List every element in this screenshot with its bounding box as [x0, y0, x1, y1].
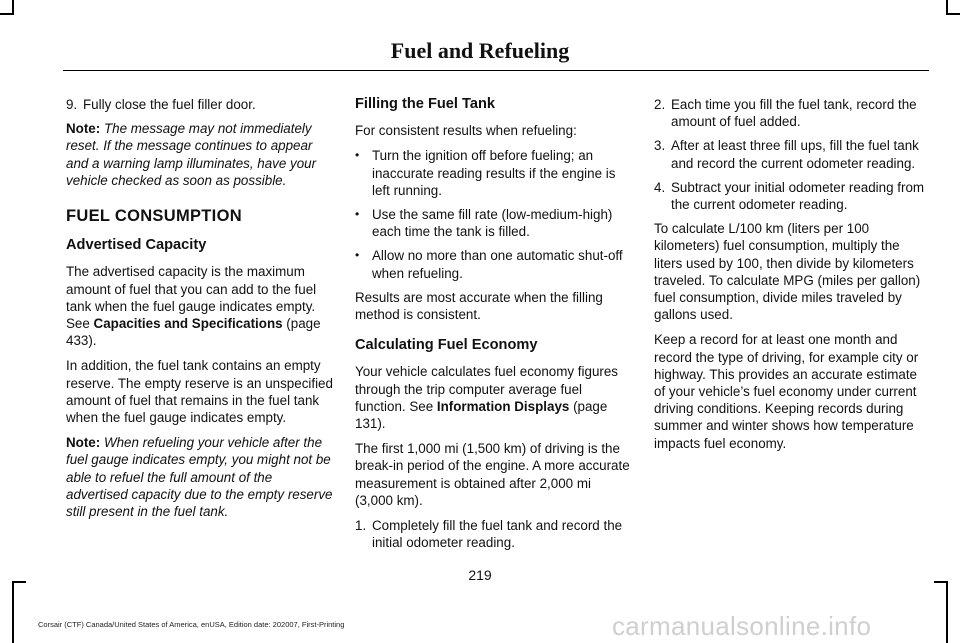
subheading-advertised-capacity: Advertised Capacity — [66, 237, 207, 254]
note-text: The message may not immediately reset. If the message continues to appear and a warning lamp illuminates, have your vehicle checked as soon as possible. — [66, 121, 317, 188]
subheading-calculating-fuel-economy: Calculating Fuel Economy — [355, 337, 538, 354]
header-rule — [63, 70, 929, 71]
step-text: Each time you fill the fuel tank, record the amount of fuel added. — [671, 97, 917, 130]
column-middle — [355, 96, 632, 558]
list-item-text: Turn the ignition off before fueling; an inaccurate reading results if the engine is left running. — [372, 148, 616, 198]
step-4 — [654, 179, 930, 213]
paragraph-break-in: The first 1,000 mi (1,500 km) of driving is the break-in period of the engine. A more accurate measurement is obtained after 2,000 mi (3,000 km). — [355, 441, 630, 508]
paragraph-text: (page 433). — [66, 316, 321, 349]
list-item — [355, 247, 632, 281]
crop-mark — [0, 13, 14, 15]
step-text: Fully close the fuel filler door. — [83, 97, 256, 112]
crop-mark — [946, 581, 948, 643]
step-number: 9. — [66, 97, 78, 112]
edition-footer: Corsair (CTF) Canada/United States of America, enUSA, Edition date: 202007, First-Printing — [38, 620, 345, 629]
step-number: 3. — [654, 138, 666, 154]
note-label: Note: — [66, 121, 101, 137]
step-3 — [654, 137, 930, 171]
paragraph-keep-record: Keep a record for at least one month and record the type of driving, for example city or highway. This provides an accurate estimate of your vehicle’s fuel economy under current driving conditions. Keeping records during summer and winter shows how temperature impacts fuel economy. — [654, 332, 919, 451]
paragraph-text: Your vehicle calculates fuel economy figures through the trip computer average fuel function. See — [355, 364, 618, 414]
step-number: 4. — [654, 179, 666, 195]
paragraph-advertised-capacity — [66, 263, 336, 349]
step-number: 2. — [654, 97, 666, 112]
link-information-displays[interactable]: Information Displays — [436, 398, 570, 414]
page-number: 219 — [468, 567, 492, 583]
note-label: Note: — [66, 435, 101, 451]
note-text: When refueling your vehicle after the fuel gauge indicates empty, you might not be able to refuel the full amount of the advertised capacity due to the empty reserve still present in the fuel tank. — [66, 435, 333, 520]
paragraph-empty-reserve: In addition, the fuel tank contains an empty reserve. The empty reserve is an unspecified amount of fuel that remains in the fuel tank when the fuel gauge indicates empty. — [66, 358, 333, 426]
list-item — [355, 206, 632, 240]
bullet: • — [355, 207, 360, 222]
bullet: • — [355, 248, 360, 263]
paragraph-results: Results are most accurate when the filling method is consistent. — [355, 289, 603, 323]
step-2 — [654, 96, 930, 130]
step-1 — [355, 517, 632, 551]
list-item — [355, 147, 632, 199]
paragraph-text: (page 131). — [355, 398, 608, 432]
step-text: Completely fill the fuel tank and record the initial odometer reading. — [372, 518, 623, 551]
section-heading: FUEL CONSUMPTION — [66, 207, 242, 226]
column-left — [66, 96, 336, 528]
paragraph-text: The advertised capacity is the maximum amount of fuel that you can add to the fuel tank when the fuel gauge indicates empty. See — [66, 264, 317, 332]
step-number: 1. — [355, 518, 367, 534]
list-item-text: Use the same fill rate (low-medium-high) each time the tank is filled. — [372, 207, 613, 240]
crop-mark — [946, 13, 960, 15]
crop-mark — [12, 581, 14, 643]
step-text: After at least three fill ups, fill the fuel tank and record the current odometer reading. — [671, 138, 919, 171]
watermark[interactable]: carmanualsonline.info — [612, 611, 872, 641]
crop-mark — [12, 0, 14, 14]
list-item-text: Allow no more than one automatic shut-off when refueling. — [372, 248, 623, 281]
link-capacities-and-specifications[interactable]: Capacities and Specifications — [93, 316, 283, 332]
note-refueling-after-empty — [66, 434, 336, 520]
page-title: Fuel and Refueling — [390, 38, 570, 63]
step-text: Subtract your initial odometer reading from the current odometer reading. — [671, 179, 925, 213]
crop-mark — [946, 0, 948, 14]
bullet: • — [355, 148, 360, 163]
step-9 — [66, 96, 336, 113]
note-message-reset — [66, 120, 336, 189]
subheading-filling-fuel-tank: Filling the Fuel Tank — [355, 96, 495, 112]
paragraph-calculate-consumption: To calculate L/100 km (liters per 100 kilometers) fuel consumption, multiply the liters used by 100, then divide by kilometers traveled. To calculate MPG (miles per gallon) fuel consumption, divide miles traveled by gallons used. — [654, 221, 921, 323]
paragraph-intro: For consistent results when refueling: — [355, 123, 577, 139]
paragraph-trip-computer — [355, 363, 632, 432]
column-right — [654, 96, 930, 460]
